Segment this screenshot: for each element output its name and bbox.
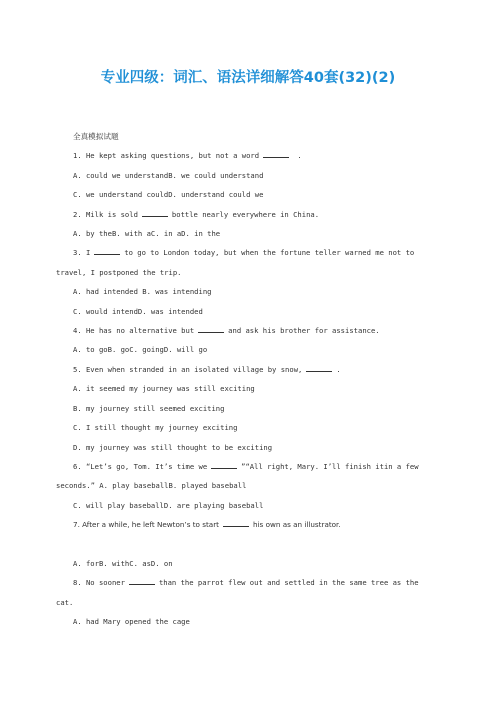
question-8: 8. No sooner than the parrot flew out and settled in the same tree as the cat.: [56, 578, 419, 607]
answer-blank: [306, 366, 332, 372]
question-4: 4. He has no alternative but and ask his brother for assistance.: [73, 326, 380, 336]
section-subtitle: 全真模拟试题: [73, 132, 119, 141]
answer-blank: [223, 521, 249, 527]
answer-blank: [129, 579, 155, 585]
question-6: 6. “Let’s go, Tom. It’s time we ”“All right, Mary. I’ll finish itin a few seconds.” A. play baseballB. played baseball: [56, 461, 419, 491]
options-3a: A. had intended B. was intending: [73, 287, 212, 297]
question-3: 3. I to go to London today, but when the fortune teller warned me not to travel, I postponed the trip.: [56, 248, 415, 277]
question-7: 7. After a while, he left Newton’s to start his own as an illustrator.: [73, 520, 341, 530]
option-5a: A. it seemed my journey was still exciting: [73, 384, 255, 394]
option-5c: C. I still thought my journey exciting: [73, 423, 238, 433]
answer-blank: [198, 327, 224, 333]
answer-blank: [211, 463, 237, 469]
answer-blank: [142, 211, 168, 217]
option-5b: B. my journey still seemed exciting: [73, 403, 225, 413]
option-5d: D. my journey was still thought to be exciting: [73, 442, 273, 452]
options-3b: C. would intendD. was intended: [73, 306, 203, 316]
empty-line: [73, 535, 425, 554]
answer-blank: [94, 249, 120, 255]
option-8a: A. had Mary opened the cage: [73, 617, 190, 627]
answer-blank: [263, 152, 289, 158]
options-1b: C. we understand couldD. understand could we: [73, 190, 264, 200]
options-4: A. to goB. goC. goingD. will go: [73, 345, 208, 355]
question-2: 2. Milk is sold bottle nearly everywhere in China.: [73, 209, 320, 219]
document-body: [56, 127, 425, 632]
options-1a: A. could we understandB. we could understand: [73, 170, 264, 180]
options-6: C. will play baseballD. are playing baseball: [73, 500, 264, 510]
options-2: A. by theB. with aC. in aD. in the: [73, 229, 221, 239]
question-1: 1. He kept asking questions, but not a word .: [73, 151, 302, 161]
question-5: 5. Even when stranded in an isolated village by snow, .: [73, 364, 341, 374]
document-title: 专业四级：词汇、语法详细解答40套(32)(2): [100, 70, 396, 86]
options-7: A. forB. withC. asD. on: [73, 558, 173, 568]
